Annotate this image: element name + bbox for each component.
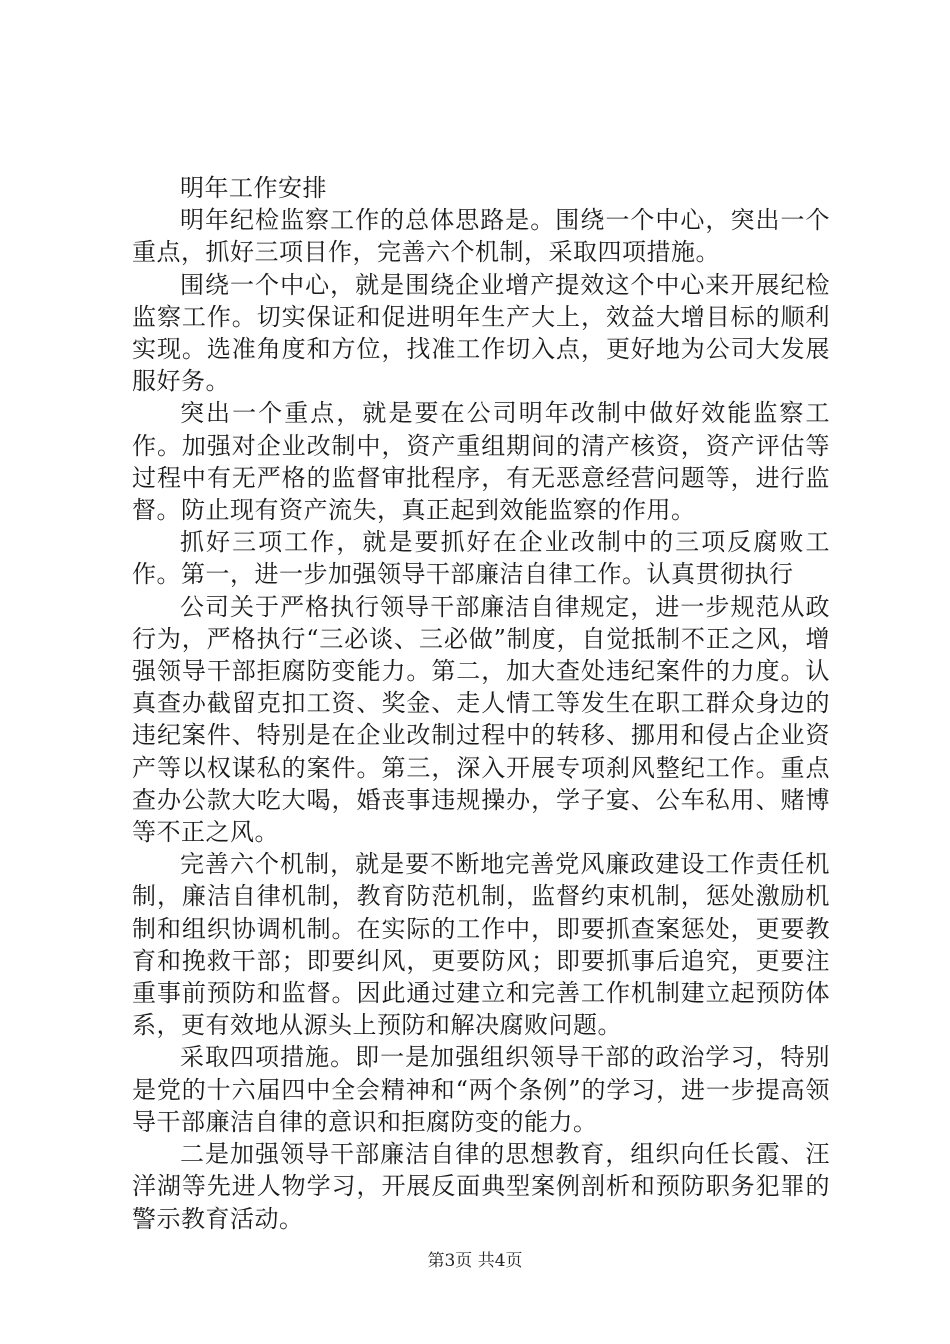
paragraph-three-tasks-continued: 公司关于严格执行领导干部廉洁自律规定，进一步规范从政行为，严格执行“三必谈、三必做”制度，自觉抵制不正之风，增强领导干部拒腐防变能力。第二，加大查处违纪案件的力度。认真查办截留克扣工资、奖金、走人情工等发生在职工群众身边的违纪案件、特别是在企业改制过程中的转移、挪用和侵占企业资产等以权谋私的案件。第三，深入开展专项刹风整纪工作。重点查办公款大吃大喝，婚丧事违规操办，学子宴、公车私用、赌博等不正之风。 [132, 592, 830, 847]
paragraph-one-center: 围绕一个中心，就是围绕企业增产提效这个中心来开展纪检监察工作。切实保证和促进明年生产大上，效益大增目标的顺利实现。选准角度和方位，找准工作切入点，更好地为公司大发展服好务。 [132, 270, 830, 396]
section-heading: 明年工作安排 [180, 174, 327, 202]
page-number-footer: 第3页 共4页 [427, 1251, 523, 1271]
paragraph-overall-idea: 明年纪检监察工作的总体思路是。围绕一个中心，突出一个重点，抓好三项目作，完善六个机制，采取四项措施。 [132, 206, 830, 267]
paragraph-six-mechanisms: 完善六个机制，就是要不断地完善党风廉政建设工作责任机制，廉洁自律机制，教育防范机制，监督约束机制，惩处激励机制和组织协调机制。在实际的工作中，即要抓查案惩处，更要教育和挽救干部；即要纠风，更要防风；即要抓事后追究，更要注重事前预防和监督。因此通过建立和完善工作机制建立起预防体系，更有效地从源头上预防和解决腐败问题。 [132, 850, 830, 1040]
paragraph-measure-two: 二是加强领导干部廉洁自律的思想教育，组织向任长霞、汪洋湖等先进人物学习，开展反面典型案例剖析和预防职务犯罪的警示教育活动。 [132, 1140, 830, 1233]
document-body [132, 172, 830, 1235]
paragraph-three-tasks: 抓好三项工作，就是要抓好在企业改制中的三项反腐败工作。第一，进一步加强领导干部廉洁自律工作。认真贯彻执行 [132, 528, 830, 589]
paragraph-one-focus: 突出一个重点，就是要在公司明年改制中做好效能监察工作。加强对企业改制中，资产重组期间的清产核资，资产评估等过程中有无严格的监督审批程序，有无恶意经营问题等，进行监督。防止现有资产流失，真正起到效能监察的作用。 [132, 399, 830, 525]
paragraph-four-measures: 采取四项措施。即一是加强组织领导干部的政治学习，特别是党的十六届四中全会精神和“两个条例”的学习，进一步提高领导干部廉洁自律的意识和拒腐防变的能力。 [132, 1043, 830, 1136]
